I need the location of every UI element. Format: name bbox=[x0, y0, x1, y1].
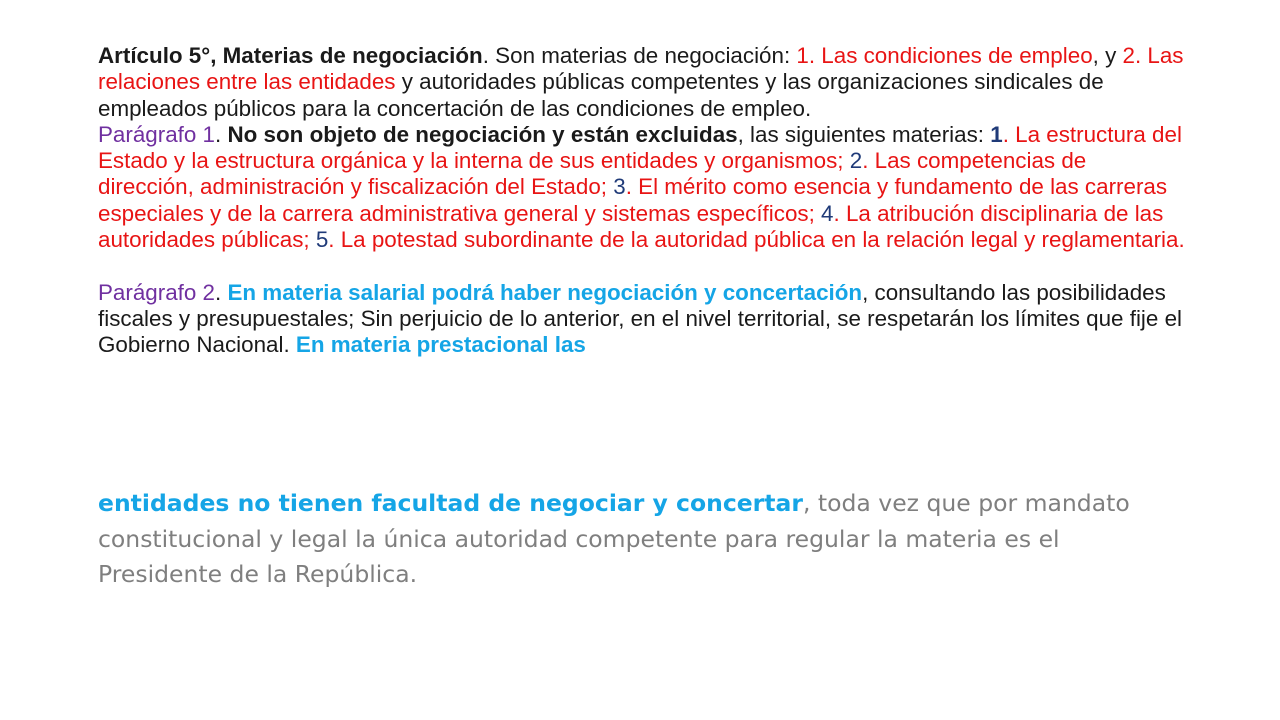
text-run: 4 bbox=[821, 200, 834, 226]
continuation-paragraph bbox=[98, 486, 1188, 593]
text-run: , las siguientes materias: bbox=[737, 121, 991, 147]
article-text-block bbox=[98, 43, 1188, 359]
text-run: , y bbox=[1092, 43, 1123, 68]
article-paragraph bbox=[98, 43, 1188, 253]
emphasis-text-run: En materia prestacional las bbox=[295, 332, 586, 358]
text-run: . bbox=[215, 121, 228, 147]
text-run: . La atribución disciplinaria de las autoridades públicas; bbox=[98, 200, 1164, 253]
text-run: . La potestad subordinante de la autoridad pública en la relación legal y reglamentaria. bbox=[328, 227, 1185, 253]
paragrafo-2-paragraph bbox=[98, 280, 1188, 359]
emphasis-text-run: Artículo 5°, Materias de negociación bbox=[98, 43, 483, 68]
emphasis-text-run: entidades no tienen facultad de negociar y concertar bbox=[98, 489, 803, 517]
text-run: . Las competencias de dirección, administración y fiscalización del Estado; bbox=[98, 148, 1087, 200]
emphasis-text-run: 1 bbox=[990, 121, 1003, 147]
text-run: 2 bbox=[849, 148, 863, 174]
text-run: . Son materias de negociación: bbox=[482, 43, 797, 68]
text-run: , toda vez que por mandato constitucional y legal la única autoridad competente para regular la materia es el Presidente de la República. bbox=[98, 489, 1130, 588]
text-run: , consultando las posibilidades fiscales y presupuestales; Sin perjuicio de lo anterior, en el nivel territorial, se respetarán los límites que fije el Gobierno Nacional. bbox=[98, 279, 1182, 358]
text-run: Parágrafo 2 bbox=[98, 279, 216, 305]
text-run: 2. Las relaciones entre las entidades bbox=[98, 43, 1184, 95]
emphasis-text-run: No son objeto de negociación y están excluidas bbox=[227, 121, 738, 147]
text-run: 5 bbox=[315, 227, 329, 253]
text-run: . bbox=[215, 279, 228, 305]
text-run: . El mérito como esencia y fundamento de las carreras especiales y de la carrera administrativa general y sistemas específicos; bbox=[98, 174, 1168, 226]
text-run: y autoridades públicas competentes y las organizaciones sindicales de empleados públicos para la concertación de las condiciones de empleo. bbox=[98, 69, 1104, 121]
emphasis-text-run: En materia salarial podrá haber negociación y concertación bbox=[227, 279, 863, 305]
text-run: 1. Las condiciones de empleo bbox=[796, 43, 1093, 68]
text-run: . La estructura del Estado y la estructura orgánica y la interna de sus entidades y organismos; bbox=[98, 121, 1182, 174]
text-run: Parágrafo 1 bbox=[98, 121, 216, 147]
text-run: 3 bbox=[613, 174, 626, 200]
